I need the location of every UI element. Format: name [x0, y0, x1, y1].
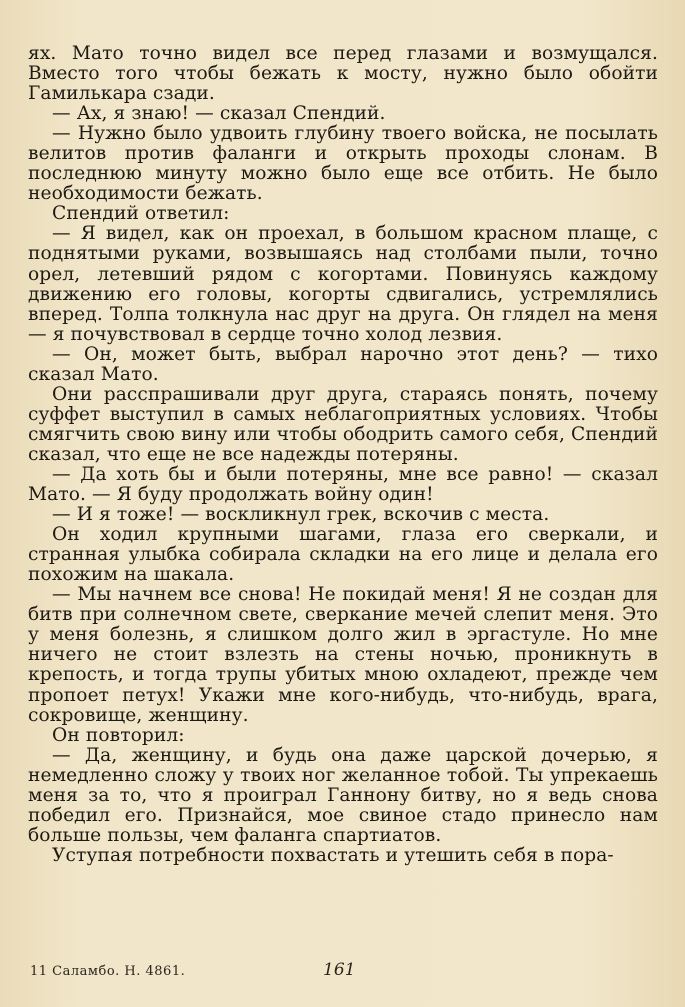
paragraph-4: Спендий ответил: — [52, 203, 230, 225]
page-text — [28, 44, 658, 866]
paragraph-14: Уступая потребности похвастать и утешить себя в пора- — [52, 844, 614, 866]
paragraph-11: — Мы начнем все снова! Не покидай меня! Я не создан для битв при солнечном свете, сверкание мечей слепит меня. Это у меня болезнь, я слишком долго жил в эргастуле. Но мне ничего не стоит взлезть на стены ночью, проникнуть в крепость, и тогда трупы убитых мною охладеют, прежде чем пропоет петух! Укажи мне кого-нибудь, что-нибудь, врага, сокровище, женщину. — [28, 584, 658, 726]
paragraph-10: Он ходил крупными шагами, глаза его сверкали, и странная улыбка собирала складки на его лице и делала его похожим на шакала. — [28, 524, 658, 586]
paragraph-2: — Ах, я знаю! — сказал Спендий. — [52, 103, 386, 125]
paragraph-1: ях. Мато точно видел все перед глазами и возмущался. Вместо того чтобы бежать к мосту, нужно было обойти Гамилькара сзади. — [28, 43, 658, 105]
paragraph-3: — Нужно было удвоить глубину твоего войска, не посылать велитов против фаланги и открыть проходы слонам. В последнюю минуту можно было еще все отбить. Не было необходимости бежать. — [28, 123, 658, 205]
paragraph-6: — Он, может быть, выбрал нарочно этот день? — тихо сказал Мато. — [28, 343, 658, 385]
paragraph-5: — Я видел, как он проехал, в большом красном плаще, с поднятыми руками, возвышаясь над столбами пыли, точно орел, летевший рядом с когортами. Повинуясь каждому движению его головы, когорты сдвигались, устремлялись вперед. Толпа толкнула нас друг на друга. Он глядел на меня — я почувствовал в сердце точно холод лезвия. — [28, 223, 658, 345]
paragraph-13: — Да, женщину, и будь она даже царской дочерью, я немедленно сложу у твоих ног желанное тобой. Ты упрекаешь меня за то, что я проиграл Ганнону битву, но я ведь снова победил его. Признайся, мое свиное стадо принесло нам больше пользы, чем фаланга спартиатов. — [28, 744, 658, 846]
paragraph-9: — И я тоже! — воскликнул грек, вскочив с места. — [52, 504, 550, 526]
paragraph-7: Они расспрашивали друг друга, стараясь понять, почему суффет выступил в самых неблагоприятных условиях. Чтобы смягчить свою вину или чтобы ободрить самого себя, Спендий сказал, что еще не все надежды потеряны. — [28, 383, 658, 465]
printer-signature: 11 Саламбо. Н. 4861. — [30, 964, 186, 979]
paragraph-12: Он повторил: — [52, 724, 185, 746]
page-number: 161 — [323, 960, 356, 980]
paragraph-8: — Да хоть бы и были потеряны, мне все равно! — сказал Мато. — Я буду продолжать войну один! — [28, 463, 658, 506]
